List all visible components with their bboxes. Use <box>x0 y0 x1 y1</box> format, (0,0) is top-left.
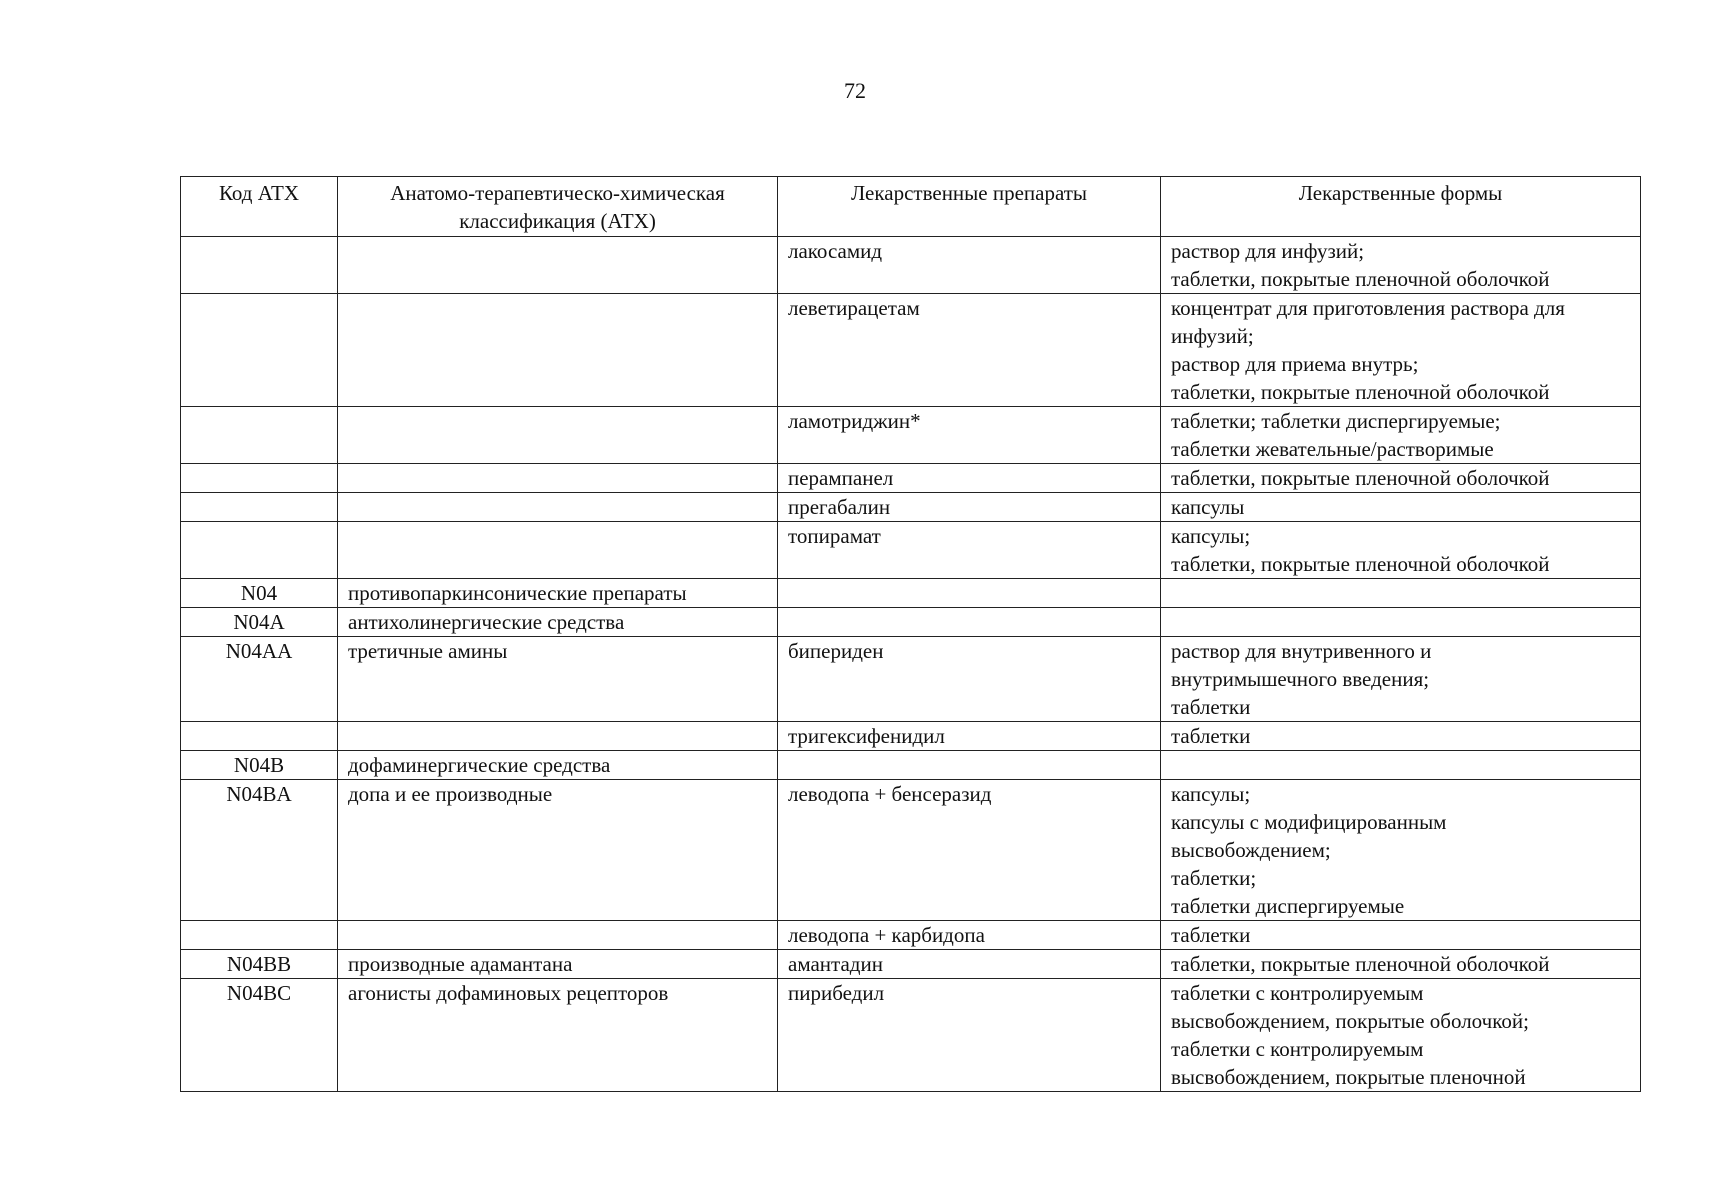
cell-forms: концентрат для приготовления раствора для инфузий; раствор для приема внутрь; таблетки, покрытые пленочной оболочкой <box>1161 294 1641 407</box>
cell-classification: антихолинергические средства <box>338 608 778 637</box>
header-classification: Анатомо-терапевтическо-химическая классификация (АТХ) <box>338 177 778 237</box>
cell-classification <box>338 921 778 950</box>
cell-forms: капсулы; капсулы с модифицированным высвобождением; таблетки; таблетки диспергируемые <box>1161 780 1641 921</box>
table-row <box>181 921 1641 950</box>
cell-code <box>181 921 338 950</box>
cell-drug: пирибедил <box>778 979 1161 1092</box>
cell-drug: бипериден <box>778 637 1161 722</box>
cell-drug: леводопа + карбидопа <box>778 921 1161 950</box>
cell-code: N04B <box>181 751 338 780</box>
cell-forms: раствор для инфузий; таблетки, покрытые пленочной оболочкой <box>1161 237 1641 294</box>
atx-drug-table <box>180 176 1641 1092</box>
header-drugs: Лекарственные препараты <box>778 177 1161 237</box>
cell-classification <box>338 407 778 464</box>
table-row <box>181 579 1641 608</box>
cell-forms: таблетки, покрытые пленочной оболочкой <box>1161 950 1641 979</box>
cell-code: N04 <box>181 579 338 608</box>
cell-classification <box>338 294 778 407</box>
header-code: Код АТХ <box>181 177 338 237</box>
cell-forms: таблетки <box>1161 722 1641 751</box>
table-row <box>181 522 1641 579</box>
cell-classification: допа и ее производные <box>338 780 778 921</box>
cell-classification <box>338 237 778 294</box>
cell-drug <box>778 751 1161 780</box>
table-row <box>181 722 1641 751</box>
cell-drug: топирамат <box>778 522 1161 579</box>
cell-forms <box>1161 579 1641 608</box>
cell-classification <box>338 722 778 751</box>
table-header-row <box>181 177 1641 237</box>
cell-classification <box>338 464 778 493</box>
cell-drug <box>778 608 1161 637</box>
table-row <box>181 608 1641 637</box>
cell-classification: противопаркинсонические препараты <box>338 579 778 608</box>
cell-code <box>181 407 338 464</box>
table-row <box>181 294 1641 407</box>
cell-code: N04A <box>181 608 338 637</box>
cell-drug: леветирацетам <box>778 294 1161 407</box>
table-row <box>181 780 1641 921</box>
cell-code: N04BC <box>181 979 338 1092</box>
table-row <box>181 237 1641 294</box>
cell-forms <box>1161 608 1641 637</box>
cell-classification <box>338 493 778 522</box>
cell-code <box>181 493 338 522</box>
cell-forms: таблетки <box>1161 921 1641 950</box>
table-row <box>181 950 1641 979</box>
cell-code: N04BA <box>181 780 338 921</box>
cell-classification: производные адамантана <box>338 950 778 979</box>
cell-code <box>181 464 338 493</box>
cell-drug <box>778 579 1161 608</box>
cell-code <box>181 294 338 407</box>
cell-forms <box>1161 751 1641 780</box>
cell-classification: третичные амины <box>338 637 778 722</box>
table-row <box>181 751 1641 780</box>
cell-drug: прегабалин <box>778 493 1161 522</box>
cell-forms: капсулы; таблетки, покрытые пленочной оболочкой <box>1161 522 1641 579</box>
cell-code <box>181 237 338 294</box>
cell-code: N04AA <box>181 637 338 722</box>
cell-classification: агонисты дофаминовых рецепторов <box>338 979 778 1092</box>
table-row <box>181 637 1641 722</box>
cell-code <box>181 722 338 751</box>
cell-drug: лакосамид <box>778 237 1161 294</box>
cell-forms: таблетки с контролируемым высвобождением, покрытые оболочкой; таблетки с контролируемым высвобождением, покрытые пленочной <box>1161 979 1641 1092</box>
cell-classification: дофаминергические средства <box>338 751 778 780</box>
page-number: 72 <box>844 78 866 103</box>
table-row <box>181 464 1641 493</box>
cell-drug: перампанел <box>778 464 1161 493</box>
cell-classification <box>338 522 778 579</box>
cell-drug: ламотриджин* <box>778 407 1161 464</box>
cell-forms: таблетки, покрытые пленочной оболочкой <box>1161 464 1641 493</box>
table-row <box>181 407 1641 464</box>
header-forms: Лекарственные формы <box>1161 177 1641 237</box>
table-row <box>181 493 1641 522</box>
table-row <box>181 979 1641 1092</box>
cell-drug: амантадин <box>778 950 1161 979</box>
cell-forms: таблетки; таблетки диспергируемые; таблетки жевательные/растворимые <box>1161 407 1641 464</box>
cell-code <box>181 522 338 579</box>
cell-drug: тригексифенидил <box>778 722 1161 751</box>
cell-code: N04BB <box>181 950 338 979</box>
cell-forms: раствор для внутривенного и внутримышечного введения; таблетки <box>1161 637 1641 722</box>
cell-forms: капсулы <box>1161 493 1641 522</box>
cell-drug: леводопа + бенсеразид <box>778 780 1161 921</box>
